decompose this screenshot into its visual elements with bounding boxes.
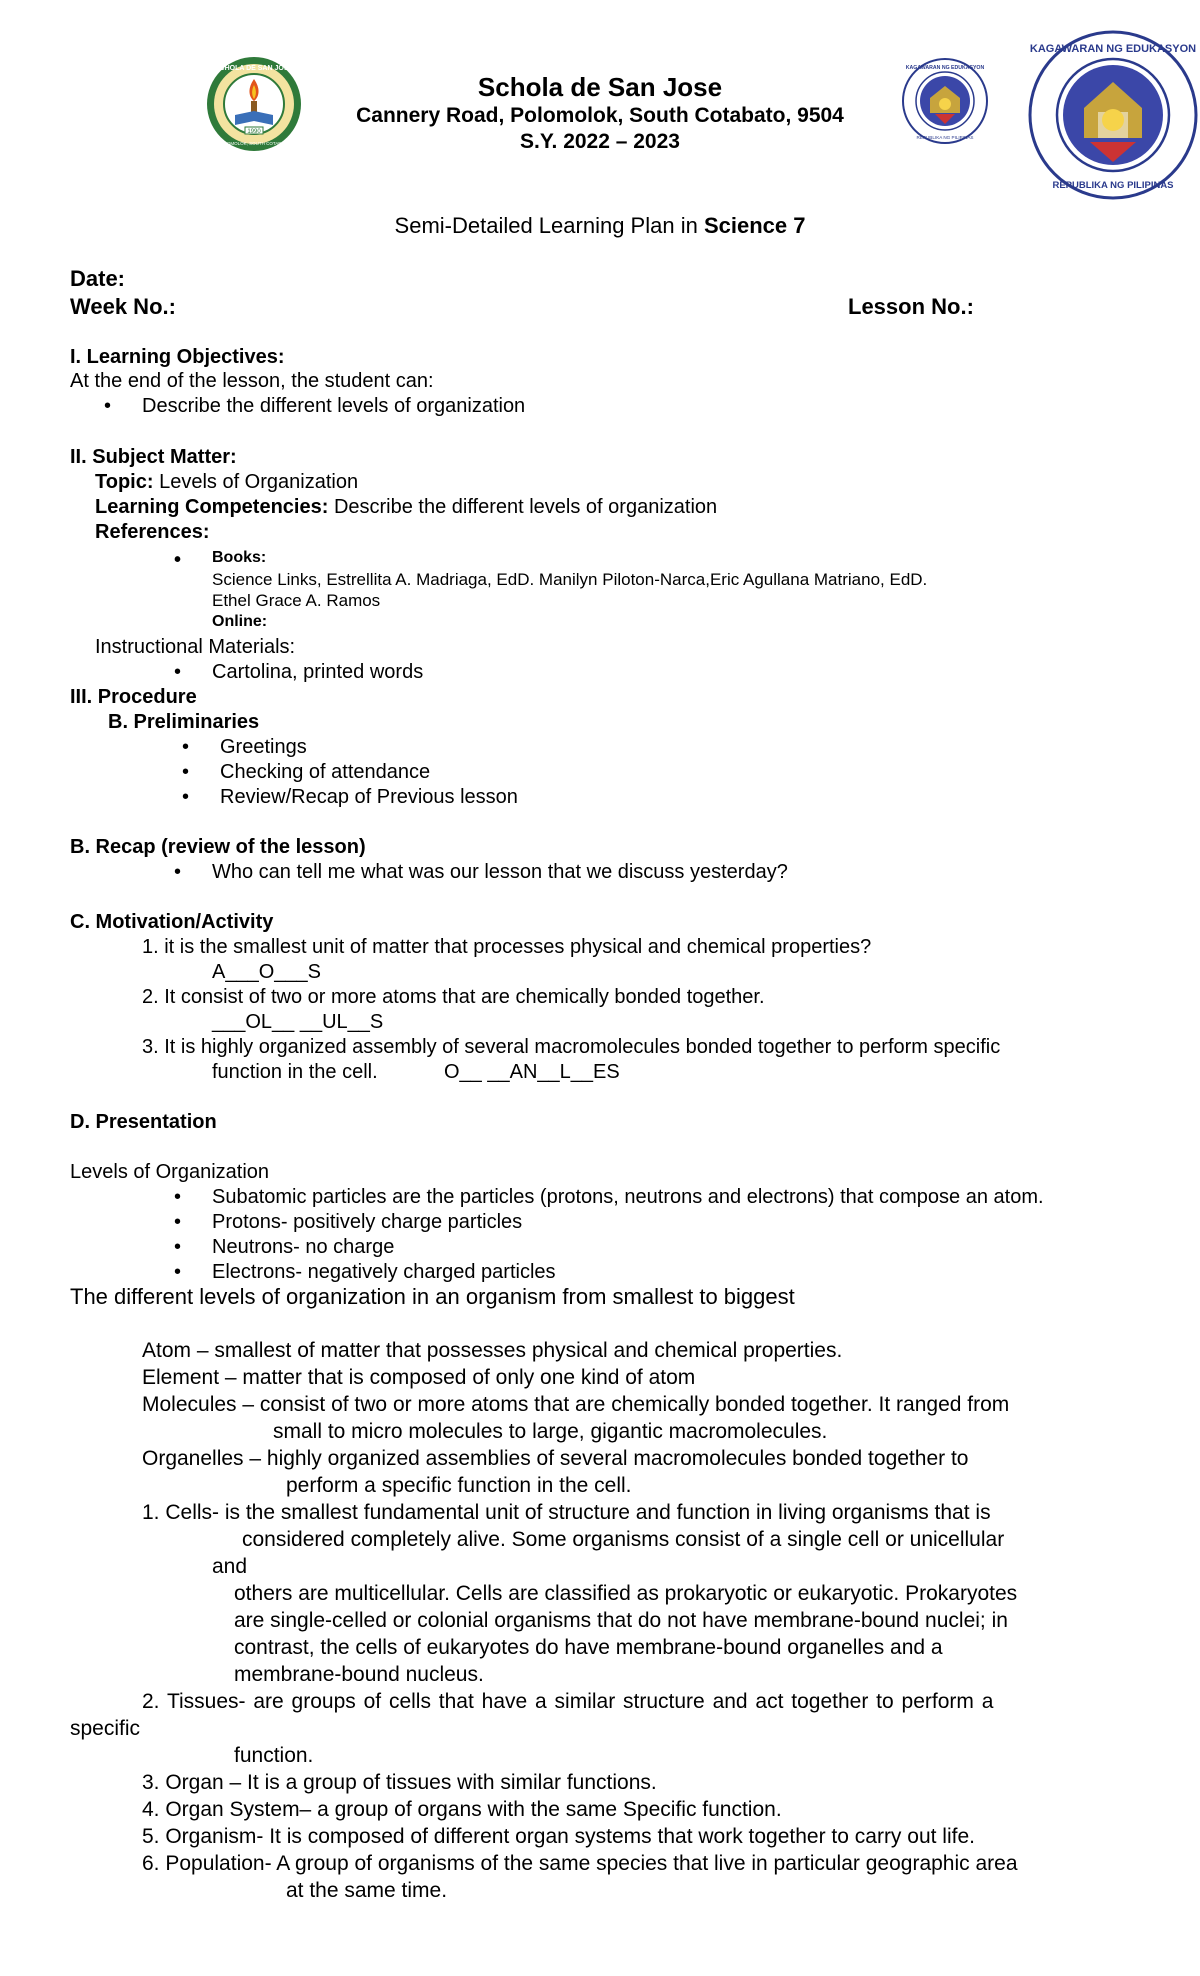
level-cells-1: 1. Cells- is the smallest fundamental unit of structure and function in living organisms that is — [142, 1501, 991, 1524]
particle-item: • Subatomic particles are the particles (protons, neutrons and electrons) that compose an atom. — [212, 1186, 1044, 1209]
prelim-item: • Checking of attendance — [220, 761, 430, 784]
motivation-a1: A___O___S — [212, 961, 321, 983]
school-logo-year: 1990 — [247, 129, 261, 135]
motivation-q1: 1. it is the smallest unit of matter that processes physical and chemical properties? — [142, 936, 872, 958]
date-label: Date: — [70, 266, 126, 291]
levels-intro: The different levels of organization in an organism from smallest to biggest — [70, 1284, 795, 1309]
references-label: References: — [95, 521, 210, 543]
deped-small-bottom-text: REPUBLIKA NG PILIPINAS — [916, 135, 974, 140]
level-tissues-2: specific — [70, 1717, 141, 1740]
competency-value: Describe the different levels of organization — [328, 496, 718, 518]
level-organism: 5. Organism- It is composed of different organ systems that work together to carry out life. — [142, 1825, 975, 1848]
objectives-intro: At the end of the lesson, the student can: — [70, 370, 434, 392]
level-element: Element – matter that is composed of only one kind of atom — [142, 1366, 696, 1389]
lesson-label: Lesson No.: — [848, 294, 974, 319]
topic-line — [95, 471, 358, 494]
motivation-a2: ___OL__ __UL__S — [212, 1011, 384, 1033]
level-cells-7: membrane-bound nucleus. — [234, 1663, 484, 1686]
competency-line — [95, 496, 717, 519]
school-name: Schola de San Jose — [477, 72, 723, 102]
topic-label: Topic: — [95, 471, 154, 493]
subject-matter-heading: II. Subject Matter: — [70, 446, 237, 468]
particle-item: • Neutrons- no charge — [212, 1236, 394, 1259]
prelim-item: • Greetings — [220, 736, 307, 759]
deped-large-bottom-text: REPUBLIKA NG PILIPINAS — [1052, 180, 1174, 191]
level-cells-5: are single-celled or colonial organisms that do not have membrane-bound nuclei; in — [234, 1609, 1008, 1632]
school-address: Cannery Road, Polomolok, South Cotabato, 9504 — [356, 104, 844, 127]
particle-item: • Electrons- negatively charged particles — [212, 1261, 556, 1284]
particle-item: • Protons- positively charge particles — [212, 1211, 522, 1234]
school-logo-bottom-text: POLOMOLOK, SOUTH COTABATO — [217, 141, 291, 146]
motivation-q3-cont: function in the cell. — [212, 1061, 378, 1083]
materials-label: Instructional Materials: — [95, 636, 296, 658]
books-label: • Books: — [212, 549, 266, 567]
motivation-q3: 3. It is highly organized assembly of several macromolecules bonded together to perform specific — [142, 1036, 1001, 1058]
competency-label: Learning Competencies: — [95, 496, 329, 518]
books-line-1: Science Links, Estrellita A. Madriaga, EdD. Manilyn Piloton-Narca,Eric Agullana Matriano, EdD. — [212, 570, 928, 589]
motivation-heading: C. Motivation/Activity — [70, 911, 274, 933]
prelim-item: • Review/Recap of Previous lesson — [220, 786, 518, 809]
motivation-a3: O__ __AN__L__ES — [444, 1061, 620, 1083]
motivation-q2: 2. It consist of two or more atoms that are chemically bonded together. — [142, 986, 765, 1008]
level-organelles-2: perform a specific function in the cell. — [286, 1474, 632, 1497]
deped-small-top-text: KAGAWARAN NG EDUKASYON — [905, 65, 985, 71]
school-logo-ring-text: SCHOLA DE SAN JOSE — [214, 65, 294, 72]
levels-title: Levels of Organization — [70, 1161, 270, 1183]
level-population-1: 6. Population- A group of organisms of the same species that live in particular geographic area — [142, 1852, 1018, 1875]
level-organ: 3. Organ – It is a group of tissues with similar functions. — [142, 1771, 657, 1794]
plan-title-subject: Science 7 — [703, 213, 806, 238]
week-label: Week No.: — [70, 294, 176, 319]
online-label: Online: — [212, 613, 268, 630]
preliminaries-heading: B. Preliminaries — [108, 711, 260, 733]
topic-value: Levels of Organization — [153, 471, 359, 493]
deped-large-top-text: KAGAWARAN NG EDUKASYON — [1029, 43, 1197, 55]
level-molecules-1: Molecules – consist of two or more atoms that are chemically bonded together. It ranged from — [142, 1393, 1010, 1416]
materials-item: • Cartolina, printed words — [212, 661, 423, 684]
level-organelles-1: Organelles – highly organized assemblies of several macromolecules bonded together to — [142, 1447, 969, 1470]
procedure-heading: III. Procedure — [70, 686, 197, 708]
level-organ-system: 4. Organ System– a group of organs with the same Specific function. — [142, 1798, 782, 1821]
school-year: S.Y. 2022 – 2023 — [520, 130, 680, 153]
plan-title-prefix: Semi-Detailed Learning Plan in — [394, 213, 704, 238]
plan-title — [0, 213, 1200, 239]
books-line-2: Ethel Grace A. Ramos — [212, 591, 381, 610]
level-tissues-3: function. — [234, 1744, 314, 1767]
level-atom: Atom – smallest of matter that possesses physical and chemical properties. — [142, 1339, 843, 1362]
level-cells-3: and — [212, 1555, 248, 1578]
recap-heading: B. Recap (review of the lesson) — [70, 836, 366, 858]
level-tissues-1: 2. Tissues- are groups of cells that have a similar structure and act together to perform a — [142, 1690, 994, 1713]
level-population-2: at the same time. — [286, 1879, 448, 1902]
objectives-heading: I. Learning Objectives: — [70, 346, 285, 368]
presentation-heading: D. Presentation — [70, 1111, 217, 1133]
recap-item: • Who can tell me what was our lesson that we discuss yesterday? — [212, 861, 788, 884]
objective-item: • Describe the different levels of organization — [142, 395, 525, 418]
level-cells-4: others are multicellular. Cells are classified as prokaryotic or eukaryotic. Prokaryotes — [234, 1582, 1018, 1605]
level-cells-2: considered completely alive. Some organisms consist of a single cell or unicellular — [242, 1528, 1005, 1551]
level-cells-6: contrast, the cells of eukaryotes do have membrane-bound organelles and a — [234, 1636, 943, 1659]
level-molecules-2: small to micro molecules to large, gigantic macromolecules. — [273, 1420, 828, 1443]
